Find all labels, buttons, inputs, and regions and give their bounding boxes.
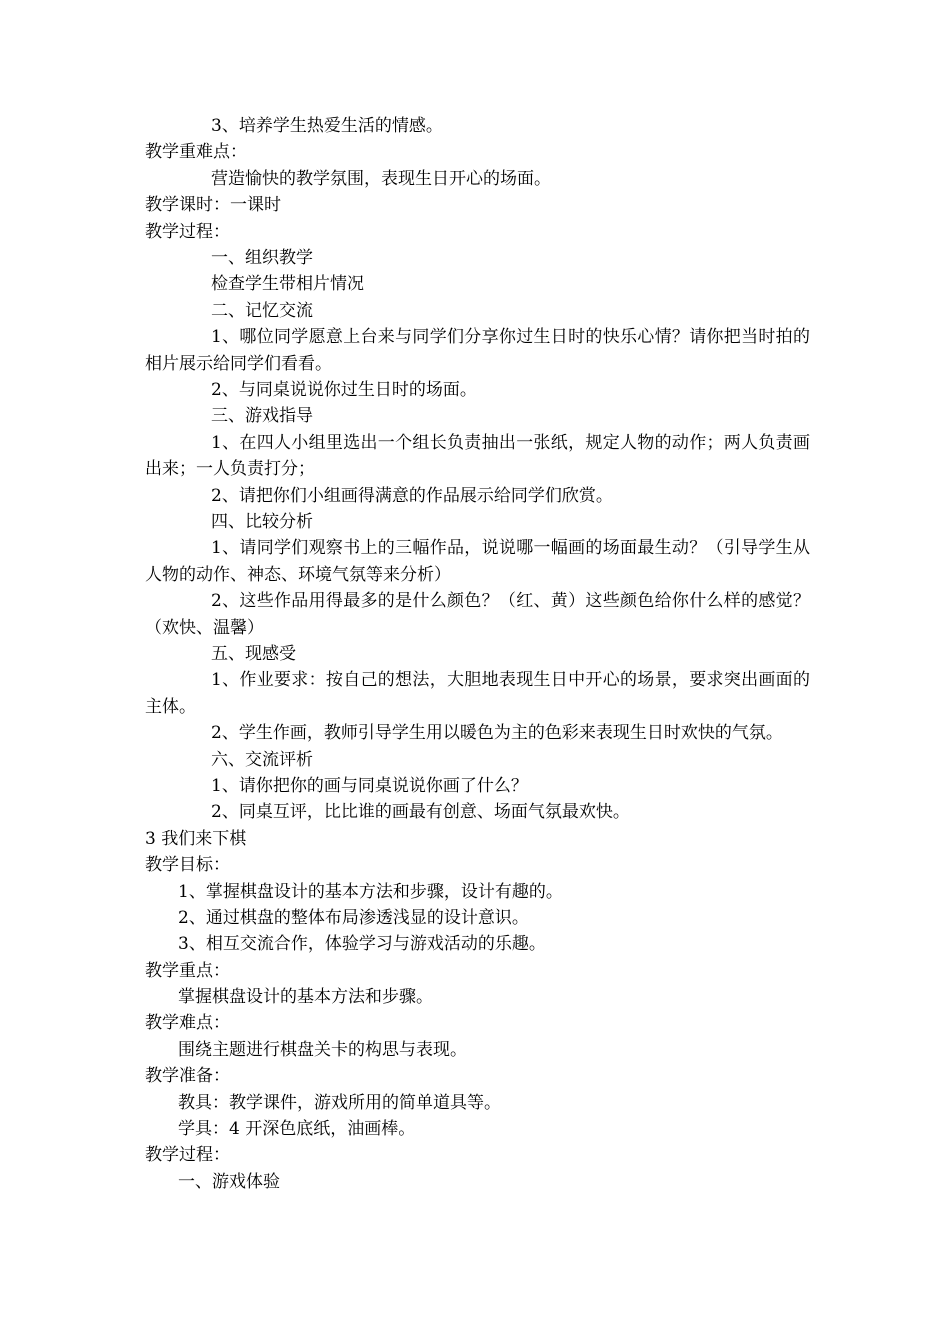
text-line: 1、哪位同学愿意上台来与同学们分享你过生日时的快乐心情？请你把当时拍的相片展示给同学们看看。 [145, 327, 810, 374]
text-line: 围绕主题进行棋盘关卡的构思与表现。 [178, 1039, 467, 1060]
section-heading: 教学难点： [145, 1013, 230, 1034]
section-heading: 教学课时：一课时 [145, 195, 281, 216]
text-line: 掌握棋盘设计的基本方法和步骤。 [178, 987, 433, 1008]
text-line: 1、请你把你的画与同桌说说你画了什么？ [211, 775, 528, 796]
text-line: 1、掌握棋盘设计的基本方法和步骤，设计有趣的。 [178, 881, 563, 902]
section-heading: 教学重点： [145, 960, 230, 981]
text-line: 学具：4 开深色底纸，油画棒。 [178, 1119, 416, 1140]
text-line: 2、与同桌说说你过生日时的场面。 [211, 379, 477, 400]
text-line: 1、作业要求：按自己的想法，大胆地表现生日中开心的场景，要求突出画面的主体。 [145, 670, 810, 717]
section-heading: 教学目标： [145, 855, 230, 876]
text-line: 一、组织教学 [211, 247, 313, 268]
text-line: 检查学生带相片情况 [211, 274, 364, 295]
text-line: 3、培养学生热爱生活的情感。 [211, 116, 443, 136]
text-line: 一、游戏体验 [178, 1171, 280, 1192]
text-line: 四、比较分析 [211, 511, 313, 532]
text-line: 营造愉快的教学氛围，表现生日开心的场面。 [211, 168, 551, 189]
section-heading: 教学过程： [145, 221, 230, 242]
text-line: 二、记忆交流 [211, 300, 313, 321]
text-line: 六、交流评析 [211, 749, 313, 770]
section-heading: 3 我们来下棋 [145, 828, 247, 849]
section-heading: 教学准备： [145, 1066, 230, 1087]
text-line: 1、请同学们观察书上的三幅作品，说说哪一幅画的场面最生动？（引导学生从人物的动作、神态、环境气氛等来分析） [145, 538, 810, 585]
text-line: 2、同桌互评，比比谁的画最有创意、场面气氛最欢快。 [211, 802, 630, 823]
text-line: 1、在四人小组里选出一个组长负责抽出一张纸，规定人物的动作；两人负责画出来；一人负责打分； [145, 432, 810, 480]
text-line: 五、现感受 [211, 643, 296, 664]
text-line: 2、通过棋盘的整体布局渗透浅显的设计意识。 [178, 907, 529, 928]
text-line: 教具：教学课件，游戏所用的简单道具等。 [178, 1092, 501, 1113]
text-line: 3、相互交流合作，体验学习与游戏活动的乐趣。 [178, 934, 546, 955]
text-line: 2、这些作品用得最多的是什么颜色？（红、黄）这些颜色给你什么样的感觉？（欢快、温馨） [145, 591, 810, 638]
section-heading: 教学重难点： [145, 142, 247, 163]
text-line: 三、游戏指导 [211, 406, 313, 427]
text-line: 2、请把你们小组画得满意的作品展示给同学们欣赏。 [211, 485, 613, 506]
document-body [145, 113, 810, 1195]
text-line: 2、学生作画，教师引导学生用以暖色为主的色彩来表现生日时欢快的气氛。 [211, 723, 783, 744]
section-heading: 教学过程： [145, 1145, 230, 1166]
